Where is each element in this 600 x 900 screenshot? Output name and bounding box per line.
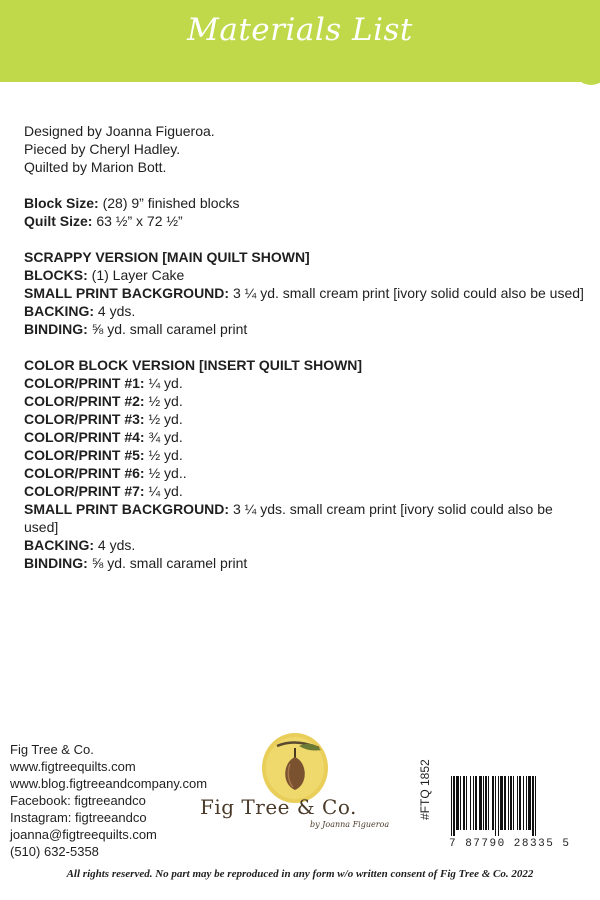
- email-address[interactable]: joanna@figtreequilts.com: [10, 827, 157, 842]
- piecer-credit: Pieced by Cheryl Hadley.: [24, 141, 181, 157]
- material-line: SMALL PRINT BACKGROUND: 3 ¼ yd. small cream print [ivory solid could also be used]: [24, 285, 584, 301]
- website-link[interactable]: www.figtreequilts.com: [10, 759, 136, 774]
- material-line: BLOCKS: (1) Layer Cake: [24, 267, 185, 283]
- scrappy-heading: SCRAPPY VERSION [MAIN QUILT SHOWN]: [24, 249, 310, 265]
- copyright-notice: All rights reserved. No part may be reproduced in any form w/o written consent of Fig Tree & Co. 2022: [66, 868, 534, 880]
- material-line: BACKING: 4 yds.: [24, 303, 136, 319]
- contact-info: [10, 741, 207, 860]
- phone-number: (510) 632-5358: [10, 844, 99, 859]
- colorblock-heading: COLOR BLOCK VERSION [INSERT QUILT SHOWN]: [24, 357, 363, 373]
- company-name: Fig Tree & Co.: [10, 742, 94, 757]
- block-size-line: Block Size: (28) 9” finished blocks: [24, 195, 240, 211]
- product-code: #FTQ 1852: [418, 759, 432, 820]
- facebook-handle: Facebook: figtreeandco: [10, 793, 146, 808]
- quilt-size-line: Quilt Size: 63 ½” x 72 ½”: [24, 213, 183, 229]
- material-line: BINDING: ⅝ yd. small caramel print: [24, 321, 248, 337]
- material-line: COLOR/PRINT #2: ½ yd.: [24, 393, 183, 409]
- logo-wordmark: Fig Tree & Co.: [200, 795, 357, 819]
- quilter-credit: Quilted by Marion Bott.: [24, 159, 167, 175]
- material-line: COLOR/PRINT #6: ½ yd..: [24, 465, 187, 481]
- page-title: Materials List: [187, 12, 413, 48]
- material-line: COLOR/PRINT #7: ¼ yd.: [24, 483, 183, 499]
- material-line: COLOR/PRINT #4: ¾ yd.: [24, 429, 183, 445]
- barcode: [447, 776, 597, 838]
- instagram-handle: Instagram: figtreeandco: [10, 810, 147, 825]
- materials-content: [24, 122, 584, 572]
- material-line: BINDING: ⅝ yd. small caramel print: [24, 555, 248, 571]
- material-line: SMALL PRINT BACKGROUND: 3 ¼ yds. small cream print [ivory solid could also be used]: [24, 501, 553, 535]
- material-line: COLOR/PRINT #1: ¼ yd.: [24, 375, 183, 391]
- header-banner: [0, 0, 600, 82]
- material-line: COLOR/PRINT #5: ½ yd.: [24, 447, 183, 463]
- barcode-number: 7 87790 28335 5: [449, 838, 571, 850]
- material-line: COLOR/PRINT #3: ½ yd.: [24, 411, 183, 427]
- designer-credit: Designed by Joanna Figueroa.: [24, 123, 215, 139]
- material-line: BACKING: 4 yds.: [24, 537, 136, 553]
- logo-byline: by Joanna Figueroa: [310, 820, 390, 829]
- blog-link[interactable]: www.blog.figtreeandcompany.com: [10, 776, 208, 791]
- scallop-border: [0, 58, 600, 88]
